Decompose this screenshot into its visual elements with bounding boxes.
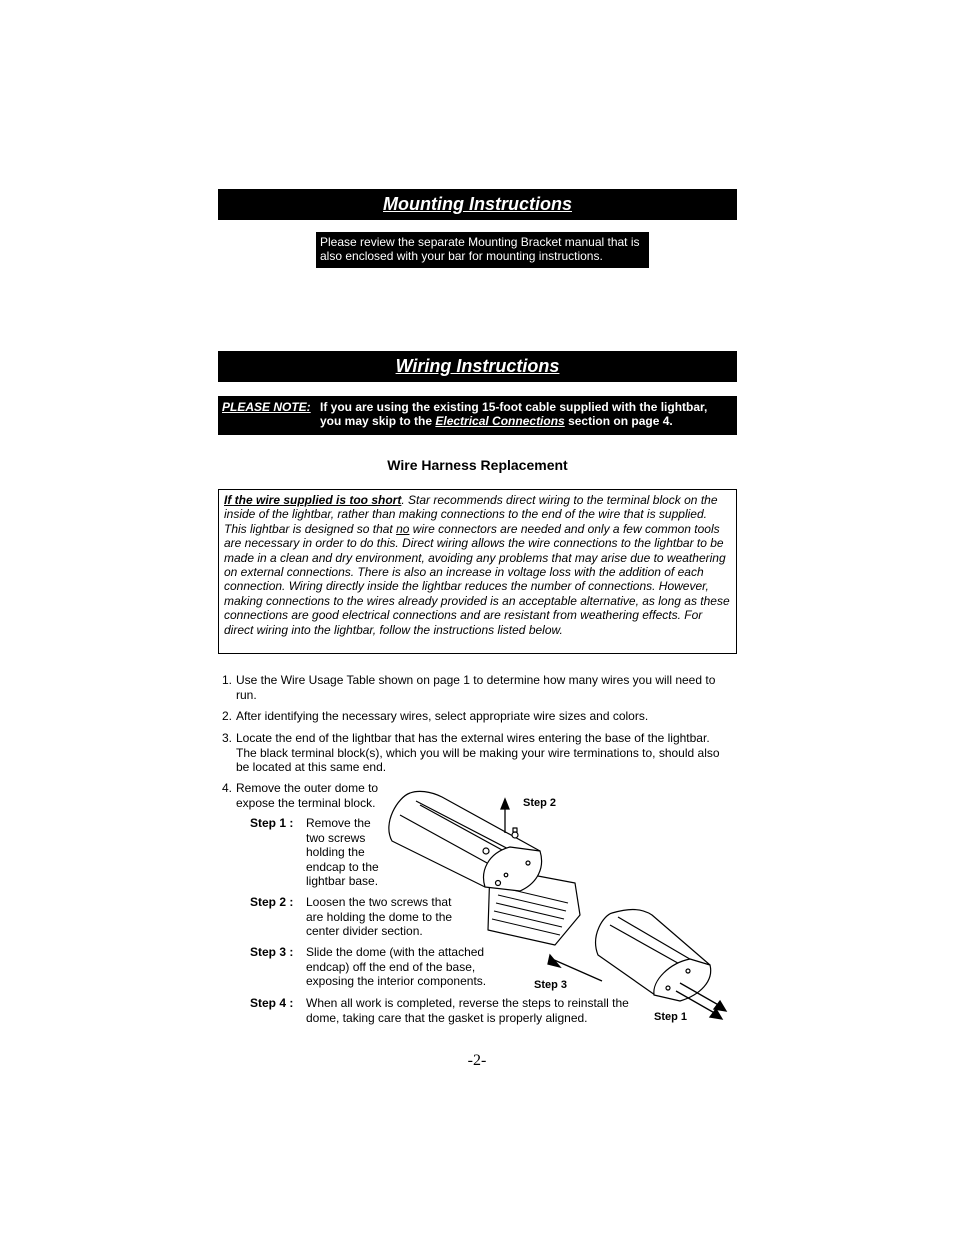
list-item-2-num: 2.	[222, 709, 233, 723]
harness-box-text-2: wire connectors are needed and only a few common tools are necessary in order to do this. Direct wiring allows the wire connections to the lightbar to be made in a clean and dry environment, avoiding any problems that may arise due to weathering on external connections. There is also an increase in voltage loss with the addition of each connection. Wiring directly inside the lightbar reduces the number of connections. However, making connections to the wires already provided is an acceptable alternative, as long as these connections are good electrical connections and are resistant from weathering effects. For direct wiring into the lightbar, follow the instructions listed below.	[224, 521, 730, 637]
list-item-3-text: Locate the end of the lightbar that has the external wires entering the base of the lightbar. The black terminal block(s), which you will be making your wire terminations to, should also be located at this same end.	[236, 731, 720, 775]
electrical-connections-link[interactable]: Electrical Connections	[435, 414, 565, 428]
lightbar-disassembly-diagram	[370, 775, 740, 1035]
harness-box-no: no	[396, 521, 410, 536]
step-3-text: Slide the dome (with the attached endcap) off the end of the base, exposing the interior components.	[306, 945, 487, 989]
harness-heading: Wire Harness Replacement	[387, 457, 568, 473]
mounting-note	[316, 232, 649, 268]
please-note-line1: If you are using the existing 15-foot cable supplied with the lightbar,	[320, 400, 708, 414]
step-2-label: Step 2 :	[250, 895, 294, 909]
diagram-step-1-label: Step 1	[654, 1011, 688, 1023]
list-item-1-text: Use the Wire Usage Table shown on page 1 to determine how many wires you will need to run.	[236, 673, 716, 702]
harness-box-text-1: . Star recommends direct wiring to the terminal block on the inside of the lightbar, rather than making connections to the end of the wire that is supplied. This lightbar is designed so that	[224, 493, 718, 536]
list-item-2-text: After identifying the necessary wires, select appropriate wire sizes and colors.	[236, 709, 649, 723]
please-note-label: PLEASE NOTE:	[222, 400, 311, 414]
list-item-3-num: 3.	[222, 731, 233, 745]
step-1-label: Step 1 :	[250, 816, 294, 830]
mounting-note-text: Please review the separate Mounting Bracket manual that is also enclosed with your bar for mounting instructions.	[320, 235, 640, 263]
list-item-4	[222, 781, 392, 810]
list-item-1	[222, 673, 727, 702]
list-item-2	[222, 709, 727, 724]
list-item-1-num: 1.	[222, 673, 233, 687]
mounting-title: Mounting Instructions	[383, 194, 572, 214]
wiring-title-bar	[218, 351, 737, 382]
please-note-line2-b: section on page 4.	[564, 414, 673, 428]
step-4-text: When all work is completed, reverse the steps to reinstall the dome, taking care that the gasket is properly aligned.	[306, 996, 629, 1025]
please-note-line2	[320, 414, 673, 429]
diagram-step-3-label: Step 3	[534, 979, 568, 991]
page-number: -2-	[467, 1052, 487, 1069]
list-item-4-num: 4.	[222, 781, 233, 795]
list-item-3	[222, 731, 732, 775]
step-4-label: Step 4 :	[250, 996, 294, 1010]
step-2-text: Loosen the two screws that are holding the dome to the center divider section.	[306, 895, 453, 939]
list-item-4-text: Remove the outer dome to expose the terminal block.	[236, 781, 379, 810]
please-note-line2-a: you may skip to the	[320, 414, 436, 428]
step-3-label: Step 3 :	[250, 945, 294, 959]
wiring-title: Wiring Instructions	[395, 356, 560, 376]
step-1-text: Remove the two screws holding the endcap to the lightbar base.	[306, 816, 379, 889]
please-note-box	[218, 396, 737, 435]
diagram-step-2-label: Step 2	[523, 797, 557, 809]
mounting-title-bar	[218, 189, 737, 220]
harness-box-lead: If the wire supplied is too short	[224, 493, 402, 507]
harness-info-box	[218, 489, 737, 654]
